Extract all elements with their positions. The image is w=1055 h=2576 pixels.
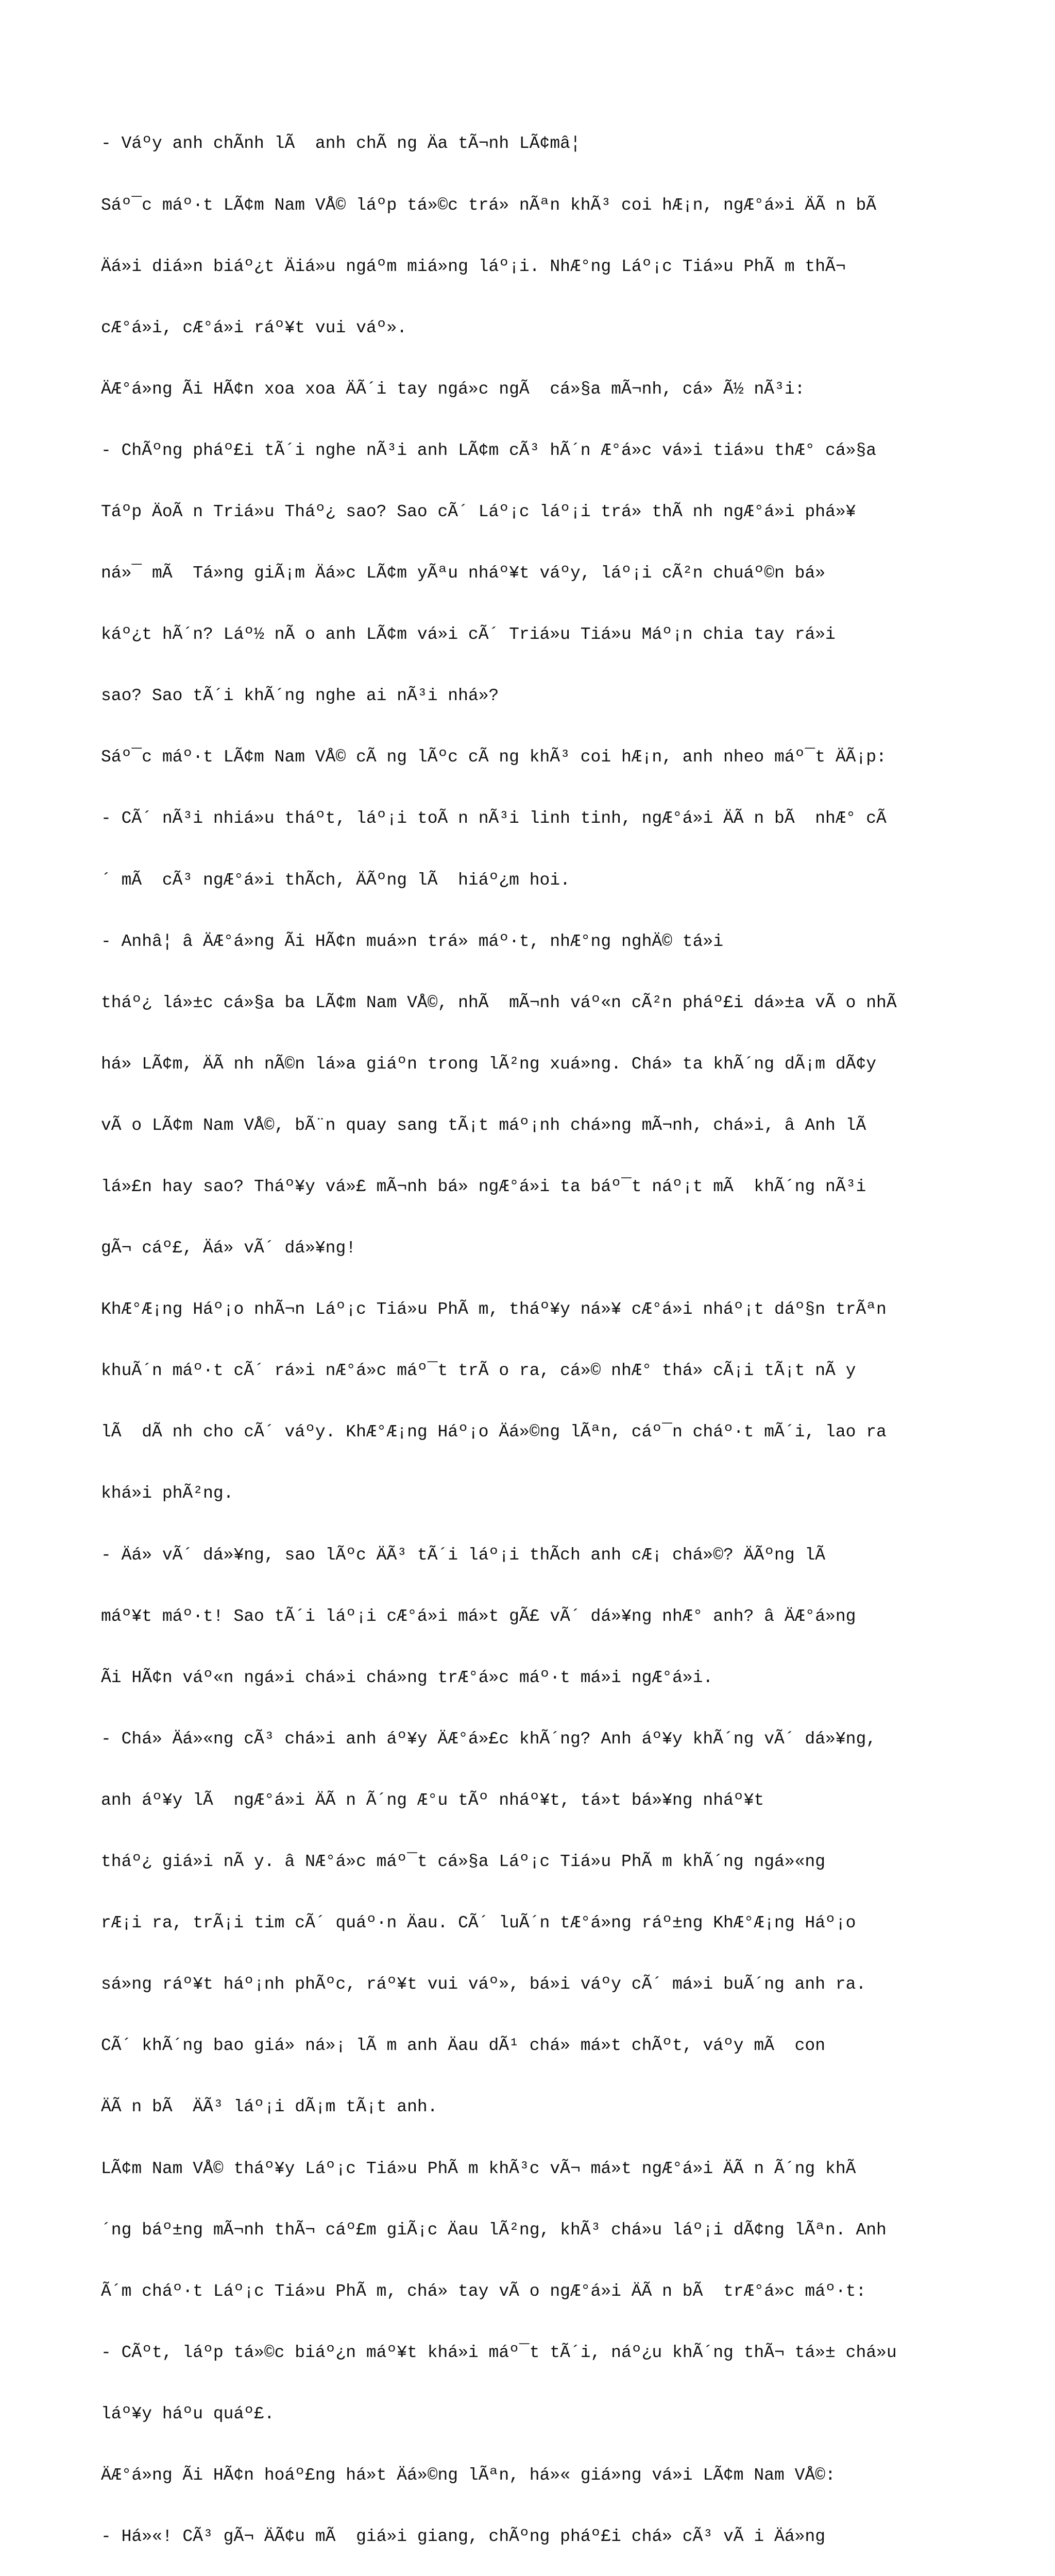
text-line: sao? Sao tÃ´i khÃ´ng nghe ai nÃ³i nhá»? <box>101 686 499 706</box>
document-text-body <box>101 93 972 2576</box>
text-line: Äá»i diá»n biáº¿t Äiá»u ngáºm miá»ng láº¡i. NhÆ°ng Láº¡c Tiá»u PhÃ m thÃ¬ <box>101 257 846 276</box>
text-line: ´ng báº±ng mÃ¬nh thÃ¬ cáº£m giÃ¡c Äau lÃ²ng, khÃ³ chá»u láº¡i dÃ¢ng lÃªn. Anh <box>101 2220 887 2240</box>
text-line: cÆ°á»i, cÆ°á»i ráº¥t vui váº». <box>101 318 407 337</box>
text-line: - Váºy anh chÃnh lÃ anh chÃ ng Äa tÃ¬nh LÃ¢mâ¦ <box>101 134 581 154</box>
text-line: há» LÃ¢m, ÄÃ nh nÃ©n lá»a giáºn trong lÃ²ng xuá»ng. Chá» ta khÃ´ng dÃ¡m dÃ¢y <box>101 1054 877 1074</box>
text-line: Sáº¯c máº·t LÃ¢m Nam VÅ© cÃ ng lÃºc cÃ ng khÃ³ coi hÆ¡n, anh nheo máº¯t ÄÃ¡p: <box>101 748 887 767</box>
text-line: káº¿t hÃ´n? Láº½ nÃ o anh LÃ¢m vá»i cÃ´ Triá»u Tiá»u Máº¡n chia tay rá»i <box>101 625 836 645</box>
text-line: Ã´m cháº·t Láº¡c Tiá»u PhÃ m, chá» tay vÃ o ngÆ°á»i ÄÃ n bÃ trÆ°á»c máº·t: <box>101 2281 866 2301</box>
text-line: LÃ¢m Nam VÅ© tháº¥y Láº¡c Tiá»u PhÃ m khÃ³c vÃ¬ má»t ngÆ°á»i ÄÃ n Ã´ng khÃ <box>101 2159 856 2178</box>
text-line: Táºp ÄoÃ n Triá»u Tháº¿ sao? Sao cÃ´ Láº¡c láº¡i trá» thÃ nh ngÆ°á»i phá»¥ <box>101 502 856 521</box>
text-line: Ãi HÃ¢n váº«n ngá»i chá»i chá»ng trÆ°á»c máº·t má»i ngÆ°á»i. <box>101 1668 713 1687</box>
text-line: lá»£n hay sao? Tháº¥y vá»£ mÃ¬nh bá» ngÆ°á»i ta báº¯t náº¡t mÃ khÃ´ng nÃ³i <box>101 1177 866 1196</box>
text-line: ÄÆ°á»ng Ãi HÃ¢n hoáº£ng há»t Äá»©ng lÃªn, há»« giá»ng vá»i LÃ¢m Nam VÅ©: <box>101 2465 836 2485</box>
text-line: gÃ¬ cáº£, Äá» vÃ´ dá»¥ng! <box>101 1239 356 1258</box>
text-line: sá»ng ráº¥t háº¡nh phÃºc, ráº¥t vui váº», bá»i váºy cÃ´ má»i buÃ´ng anh ra. <box>101 1975 866 1994</box>
text-line: - ChÃºng pháº£i tÃ´i nghe nÃ³i anh LÃ¢m cÃ³ hÃ´n Æ°á»c vá»i tiá»u thÆ° cá»§a <box>101 440 877 460</box>
text-line: CÃ´ khÃ´ng bao giá» ná»¡ lÃ m anh Äau dÃ¹ chá» má»t chÃºt, váºy mÃ con <box>101 2036 826 2056</box>
text-line: - CÃ´ nÃ³i nhiá»u tháºt, láº¡i toÃ n nÃ³i linh tinh, ngÆ°á»i ÄÃ n bÃ nhÆ° cÃ <box>101 809 887 828</box>
text-line: - Anhâ¦ â ÄÆ°á»ng Ãi HÃ¢n muá»n trá» máº·t, nhÆ°ng nghÄ© tá»i <box>101 931 723 951</box>
text-line: ´ mÃ cÃ³ ngÆ°á»i thÃch, ÄÃºng lÃ hiáº¿m hoi. <box>101 870 570 890</box>
text-line: tháº¿ lá»±c cá»§a ba LÃ¢m Nam VÅ©, nhÃ mÃ¬nh váº«n cÃ²n pháº£i dá»±a vÃ o nhÃ <box>101 993 897 1012</box>
text-line: ná»¯ mÃ Tá»ng giÃ¡m Äá»c LÃ¢m yÃªu nháº¥t váºy, láº¡i cÃ²n chuáº©n bá» <box>101 564 826 583</box>
text-line: láº¥y háºu quáº£. <box>101 2404 275 2424</box>
text-line: vÃ o LÃ¢m Nam VÅ©, bÃ¨n quay sang tÃ¡t máº¡nh chá»ng mÃ¬nh, chá»i, â Anh lÃ <box>101 1115 866 1135</box>
text-line: - Há»«! CÃ³ gÃ¬ ÄÃ¢u mÃ giá»i giang, chÃºng pháº£i chá» cÃ³ vÃ i Äá»ng <box>101 2527 826 2547</box>
text-line: - Chá» Äá»«ng cÃ³ chá»i anh áº¥y ÄÆ°á»£c khÃ´ng? Anh áº¥y khÃ´ng vÃ´ dá»¥ng, <box>101 1729 877 1749</box>
text-line: máº¥t máº·t! Sao tÃ´i láº¡i cÆ°á»i má»t gÃ£ vÃ´ dá»¥ng nhÆ° anh? â ÄÆ°á»ng <box>101 1606 856 1626</box>
text-line: KhÆ°Æ¡ng Háº¡o nhÃ¬n Láº¡c Tiá»u PhÃ m, tháº¥y ná»¥ cÆ°á»i nháº¡t dáº§n trÃªn <box>101 1300 887 1319</box>
text-line: ÄÆ°á»ng Ãi HÃ¢n xoa xoa ÄÃ´i tay ngá»c ngÃ cá»§a mÃ¬nh, cá» Ã½ nÃ³i: <box>101 379 805 399</box>
text-line: khuÃ´n máº·t cÃ´ rá»i nÆ°á»c máº¯t trÃ o ra, cá»© nhÆ° thá» cÃ¡i tÃ¡t nÃ y <box>101 1361 856 1381</box>
text-line: ÄÃ n bÃ ÄÃ³ láº¡i dÃ¡m tÃ¡t anh. <box>101 2097 438 2117</box>
text-line: Sáº¯c máº·t LÃ¢m Nam VÅ© láºp tá»©c trá» nÃªn khÃ³ coi hÆ¡n, ngÆ°á»i ÄÃ n bÃ <box>101 195 877 215</box>
text-line: - CÃºt, láºp tá»©c biáº¿n máº¥t khá»i máº¯t tÃ´i, náº¿u khÃ´ng thÃ¬ tá»± chá»u <box>101 2343 897 2362</box>
text-line: anh áº¥y lÃ ngÆ°á»i ÄÃ n Ã´ng Æ°u tÃº nháº¥t, tá»t bá»¥ng nháº¥t <box>101 1790 764 1810</box>
text-line: tháº¿ giá»i nÃ y. â NÆ°á»c máº¯t cá»§a Láº¡c Tiá»u PhÃ m khÃ´ng ngá»«ng <box>101 1852 826 1872</box>
text-line: - Äá» vÃ´ dá»¥ng, sao lÃºc ÄÃ³ tÃ´i láº¡i thÃch anh cÆ¡ chá»©? ÄÃºng lÃ <box>101 1545 826 1565</box>
text-line: rÆ¡i ra, trÃ¡i tim cÃ´ quáº·n Äau. CÃ´ luÃ´n tÆ°á»ng ráº±ng KhÆ°Æ¡ng Háº¡o <box>101 1913 856 1933</box>
text-line: khá»i phÃ²ng. <box>101 1484 234 1503</box>
text-line: lÃ dÃ nh cho cÃ´ váºy. KhÆ°Æ¡ng Háº¡o Äá»©ng lÃªn, cáº¯n cháº·t mÃ´i, lao ra <box>101 1422 887 1442</box>
